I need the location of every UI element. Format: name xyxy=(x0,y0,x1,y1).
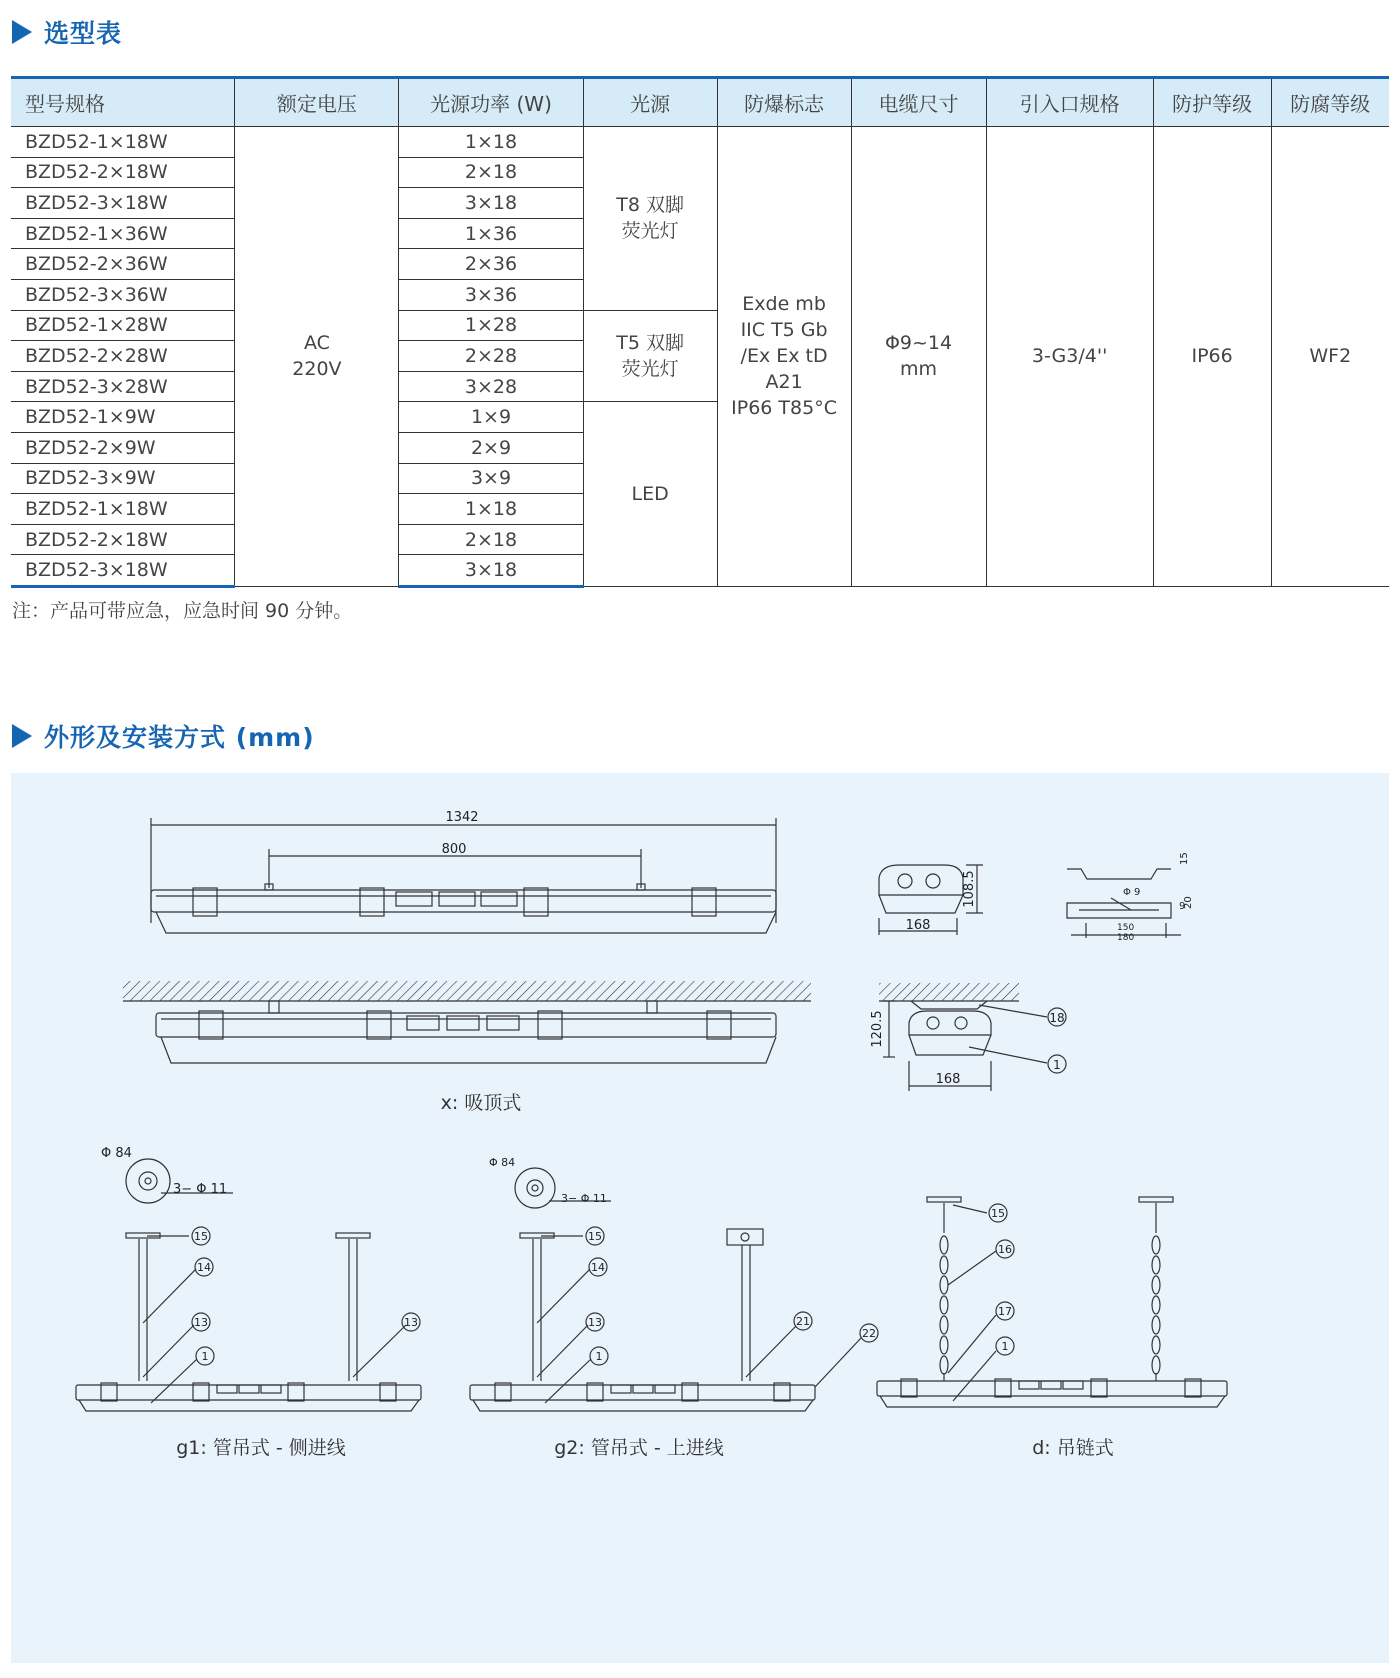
dim-flange-g2: Φ 84 xyxy=(489,1156,516,1169)
dim-bracket-9: 9 xyxy=(1179,901,1186,912)
dim-holes-g1: 3− Φ 11 xyxy=(173,1182,228,1197)
model-cell: BZD52-3×18W xyxy=(11,555,235,587)
dim-flange-g1: Φ 84 xyxy=(101,1146,132,1161)
header-model: 型号规格 xyxy=(11,78,235,127)
header-ip: 防护等级 xyxy=(1153,78,1271,127)
power-cell: 2×9 xyxy=(399,432,583,463)
table-row xyxy=(11,127,1389,158)
luminaire-side-view xyxy=(151,818,776,933)
power-cell: 2×18 xyxy=(399,157,583,188)
source-t5-line-1: T5 双脚 xyxy=(616,331,684,354)
callout-15: 15 xyxy=(991,1207,1005,1220)
power-cell: 1×36 xyxy=(399,218,583,249)
triangle-bullet-icon xyxy=(12,724,32,748)
section-title-dimensions xyxy=(12,718,315,754)
source-cell-t5 xyxy=(583,310,717,402)
callout-18: 18 xyxy=(1049,1011,1065,1025)
model-cell: BZD52-1×36W xyxy=(11,218,235,249)
power-cell: 2×36 xyxy=(399,249,583,280)
callout-17: 17 xyxy=(998,1305,1012,1318)
dim-bracket-15: 15 xyxy=(1179,852,1190,865)
pendant-top-entry-view xyxy=(470,1168,878,1411)
cable-line-1: Φ9~14 xyxy=(884,332,953,355)
model-cell: BZD52-1×18W xyxy=(11,494,235,525)
header-entry: 引入口规格 xyxy=(986,78,1153,127)
dim-bracket-phi9: Φ 9 xyxy=(1123,887,1141,898)
model-cell: BZD52-2×18W xyxy=(11,157,235,188)
ceiling-end-view xyxy=(879,983,1066,1091)
callout-22: 22 xyxy=(862,1327,876,1340)
technical-drawing xyxy=(11,773,1389,1663)
callout-1: 1 xyxy=(1001,1340,1009,1353)
callout-1: 1 xyxy=(595,1350,603,1363)
header-ex-mark: 防爆标志 xyxy=(717,78,851,127)
source-t8-line-1: T8 双脚 xyxy=(616,194,684,217)
power-cell: 3×36 xyxy=(399,279,583,310)
ex-mark-cell xyxy=(717,127,851,587)
dim-ceiling-height: 120.5 xyxy=(870,1010,885,1048)
callout-14: 14 xyxy=(197,1261,211,1274)
section-title-text: 选型表 xyxy=(44,19,123,48)
power-cell: 1×28 xyxy=(399,310,583,341)
header-source: 光源 xyxy=(583,78,717,127)
dim-bracket-180: 180 xyxy=(1117,933,1135,943)
wf-cell: WF2 xyxy=(1271,127,1389,587)
power-cell: 1×18 xyxy=(399,127,583,158)
source-t5-line-2: 荧光灯 xyxy=(621,357,679,380)
ex-mark-line-1: Exde mb xyxy=(742,293,826,316)
cable-cell xyxy=(851,127,986,587)
table-note: 注：产品可带应急，应急时间 90 分钟。 xyxy=(12,600,353,622)
ex-mark-line-5: IP66 T85°C xyxy=(731,397,837,420)
cable-line-2: mm xyxy=(900,358,938,381)
callout-13: 13 xyxy=(194,1316,208,1329)
caption-d: d: 吊链式 xyxy=(1032,1437,1114,1459)
dim-holes-g2: 3− Φ 11 xyxy=(561,1192,607,1205)
voltage-line-1: AC xyxy=(303,332,330,355)
voltage-cell xyxy=(235,127,399,587)
callout-15: 15 xyxy=(588,1230,602,1243)
callout-21: 21 xyxy=(796,1315,810,1328)
callout-1: 1 xyxy=(1053,1058,1061,1072)
caption-g2: g2: 管吊式 - 上进线 xyxy=(554,1437,724,1459)
model-cell: BZD52-3×9W xyxy=(11,463,235,494)
power-cell: 2×18 xyxy=(399,524,583,555)
model-cell: BZD52-1×28W xyxy=(11,310,235,341)
header-wf: 防腐等级 xyxy=(1271,78,1389,127)
dim-ceiling-width: 168 xyxy=(935,1072,961,1087)
ceiling-mount-view xyxy=(123,981,811,1063)
source-cell-t8 xyxy=(583,127,717,311)
power-cell: 3×9 xyxy=(399,463,583,494)
voltage-line-2: 220V xyxy=(292,358,342,381)
model-cell: BZD52-2×36W xyxy=(11,249,235,280)
callout-13: 13 xyxy=(588,1316,602,1329)
power-cell: 3×28 xyxy=(399,371,583,402)
model-cell: BZD52-2×9W xyxy=(11,432,235,463)
callout-16: 16 xyxy=(998,1243,1012,1256)
callout-1: 1 xyxy=(201,1350,209,1363)
dimension-drawing-panel xyxy=(11,773,1389,1663)
callout-14: 14 xyxy=(591,1261,605,1274)
chain-suspension-view xyxy=(877,1197,1227,1407)
caption-x: x: 吸顶式 xyxy=(440,1092,522,1114)
dim-length: 1342 xyxy=(445,810,479,825)
section-title-selection xyxy=(12,14,122,50)
ex-mark-line-3: /Ex Ex tD xyxy=(740,345,828,368)
selection-table xyxy=(11,76,1389,588)
source-cell-led: LED xyxy=(583,402,717,587)
model-cell: BZD52-2×18W xyxy=(11,524,235,555)
source-t8-line-2: 荧光灯 xyxy=(621,220,679,243)
model-cell: BZD52-1×9W xyxy=(11,402,235,433)
section-title-text: 外形及安装方式 (mm) xyxy=(44,723,315,752)
caption-g1: g1: 管吊式 - 侧进线 xyxy=(176,1437,346,1459)
model-cell: BZD52-1×18W xyxy=(11,127,235,158)
ex-mark-line-4: A21 xyxy=(765,371,803,394)
callout-15: 15 xyxy=(194,1230,208,1243)
header-voltage: 额定电压 xyxy=(235,78,399,127)
pendant-side-entry-view xyxy=(76,1159,421,1411)
dim-bracket-150: 150 xyxy=(1117,923,1135,933)
power-cell: 3×18 xyxy=(399,188,583,219)
header-cable: 电缆尺寸 xyxy=(851,78,986,127)
dim-height-top: 108.5 xyxy=(962,870,977,908)
header-power: 光源功率 (W) xyxy=(399,78,583,127)
model-cell: BZD52-3×18W xyxy=(11,188,235,219)
dim-spacing: 800 xyxy=(441,842,467,857)
model-cell: BZD52-3×28W xyxy=(11,371,235,402)
callout-13: 13 xyxy=(404,1316,418,1329)
triangle-bullet-icon xyxy=(12,20,32,44)
power-cell: 1×9 xyxy=(399,402,583,433)
model-cell: BZD52-3×36W xyxy=(11,279,235,310)
model-cell: BZD52-2×28W xyxy=(11,341,235,372)
ex-mark-line-2: IIC T5 Gb xyxy=(740,319,828,342)
dim-width-top: 168 xyxy=(905,918,931,933)
table-header-row xyxy=(11,78,1389,127)
power-cell: 2×28 xyxy=(399,341,583,372)
dim-bracket-20: 20 xyxy=(1183,896,1194,909)
power-cell: 3×18 xyxy=(399,555,583,587)
ip-cell: IP66 xyxy=(1153,127,1271,587)
entry-cell: 3-G3/4'' xyxy=(986,127,1153,587)
power-cell: 1×18 xyxy=(399,494,583,525)
